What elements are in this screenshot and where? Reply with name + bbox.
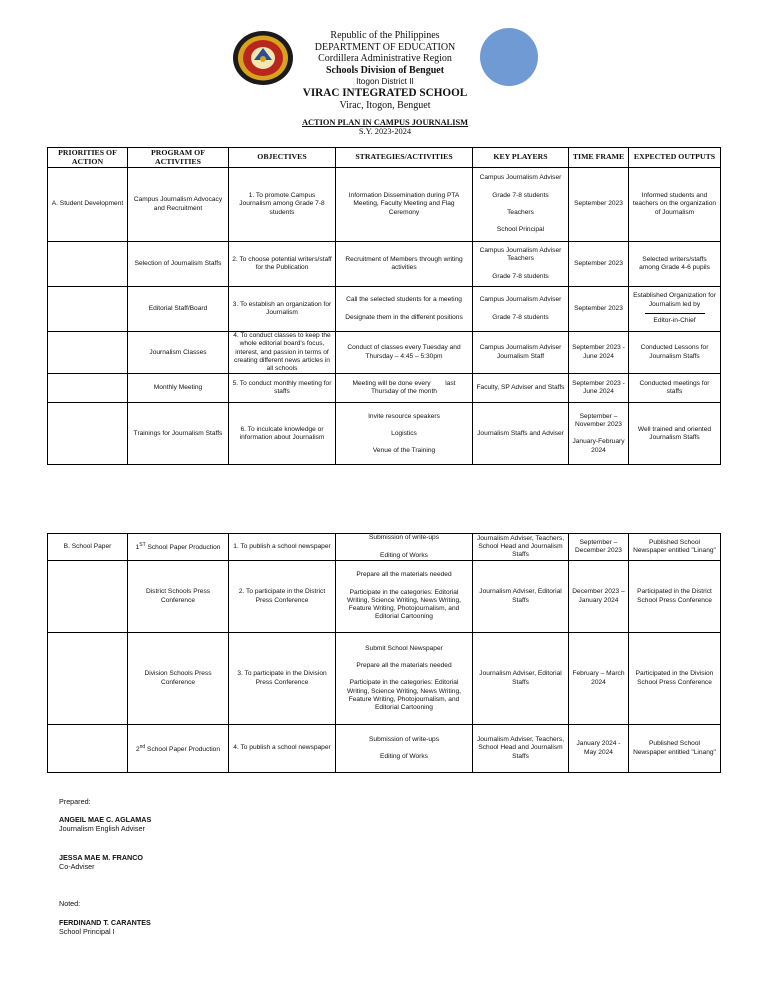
signatory-name: FERDINAND T. CARANTES <box>59 918 151 927</box>
output-cell: Published School Newspaper entitled "Linang" <box>629 725 721 773</box>
time-cell: December 2023 – January 2024 <box>569 561 629 633</box>
strategy-cell: Call the selected students for a meeting Designate them in the different positions <box>336 287 473 332</box>
objective-cell: 1. To publish a school newspaper <box>229 534 336 561</box>
priority-cell <box>48 332 128 374</box>
objective-cell: 4. To conduct classes to keep the whole editorial board's focus, interest, and passion in terms of creating different news articles in all schools <box>229 332 336 374</box>
letterhead <box>260 30 510 111</box>
col-header: PRIORITIES OF ACTION <box>48 148 128 168</box>
objective-cell: 5. To conduct monthly meeting for staffs <box>229 374 336 403</box>
players-cell: Journalism Adviser, Editorial Staffs <box>473 561 569 633</box>
players-cell: Faculty, SP Adviser and Staffs <box>473 374 569 403</box>
signatory-role: Co-Adviser <box>59 862 95 871</box>
players-cell: Campus Journalism Adviser Teachers Grade 7-8 students <box>473 242 569 287</box>
prepared-label: Prepared: <box>59 797 91 806</box>
objective-cell: 1. To promote Campus Journalism among Grade 7-8 students <box>229 168 336 242</box>
program-cell: Division Schools Press Conference <box>128 633 229 725</box>
program-cell: 2nd School Paper Production <box>128 725 229 773</box>
time-cell: September – November 2023 January-February 2024 <box>569 403 629 465</box>
strategy-cell: Submission of write-ups Editing of Works <box>336 534 473 561</box>
program-cell: 1ST School Paper Production <box>128 534 229 561</box>
output-cell: Published School Newspaper entitled "Linang" <box>629 534 721 561</box>
priority-cell <box>48 403 128 465</box>
players-cell: Journalism Adviser, Teachers, School Head and Journalism Staffs <box>473 534 569 561</box>
signatory-role: Journalism English Adviser <box>59 824 145 833</box>
header-republic: Republic of the Philippines <box>330 30 440 41</box>
time-cell: September 2023 - June 2024 <box>569 332 629 374</box>
objective-cell: 3. To establish an organization for Journalism <box>229 287 336 332</box>
table-row <box>48 242 721 287</box>
col-header: EXPECTED OUTPUTS <box>629 148 721 168</box>
table-row <box>48 534 721 561</box>
players-cell: Campus Journalism Adviser Grade 7-8 students Teachers School Principal <box>473 168 569 242</box>
strategy-cell: Recruitment of Members through writing activities <box>336 242 473 287</box>
strategy-cell: Conduct of classes every Tuesday and Thursday – 4:45 – 5:30pm <box>336 332 473 374</box>
document-title: ACTION PLAN IN CAMPUS JOURNALISM <box>301 118 469 127</box>
time-cell: September 2023 <box>569 287 629 332</box>
action-plan-table-a <box>47 147 721 465</box>
header-district: Itogon District II <box>356 76 414 87</box>
header-address: Virac, Itogon, Benguet <box>339 99 431 111</box>
program-cell: Campus Journalism Advocacy and Recruitment <box>128 168 229 242</box>
time-cell: September 2023 <box>569 242 629 287</box>
signatory-block <box>59 853 143 871</box>
table-row <box>48 633 721 725</box>
time-cell: September – December 2023 <box>569 534 629 561</box>
strategy-cell: Meeting will be done every last Thursday of the month <box>336 374 473 403</box>
table-row <box>48 287 721 332</box>
objective-cell: 3. To participate in the Division Press Conference <box>229 633 336 725</box>
signature-blank-line <box>645 312 705 314</box>
header-region: Cordillera Administrative Region <box>318 53 452 65</box>
table-row <box>48 168 721 242</box>
strategy-cell: Submission of write-ups Editing of Works <box>336 725 473 773</box>
players-cell: Journalism Adviser, Editorial Staffs <box>473 633 569 725</box>
table-header-row <box>48 148 721 168</box>
output-cell: Informed students and teachers on the organization of Journalism <box>629 168 721 242</box>
priority-cell <box>48 561 128 633</box>
program-cell: District Schools Press Conference <box>128 561 229 633</box>
col-header: TIME FRAME <box>569 148 629 168</box>
strategy-cell: Invite resource speakers Logistics Venue of the Training <box>336 403 473 465</box>
objective-cell: 4. To publish a school newspaper <box>229 725 336 773</box>
table-row <box>48 332 721 374</box>
output-cell: Selected writers/staffs among Grade 4-6 pupils <box>629 242 721 287</box>
time-cell: September 2023 <box>569 168 629 242</box>
col-header: KEY PLAYERS <box>473 148 569 168</box>
signatory-block <box>59 815 151 833</box>
signatory-name: JESSA MAE M. FRANCO <box>59 853 143 862</box>
time-cell: January 2024 - May 2024 <box>569 725 629 773</box>
players-cell: Campus Journalism Adviser Grade 7-8 students <box>473 287 569 332</box>
output-cell: Participated in the District School Press Conference <box>629 561 721 633</box>
strategy-cell: Prepare all the materials needed Participate in the categories: Editorial Writing, Science Writing, News Writing, Feature Writing, Photojournalism, and Editorial Cartooning <box>336 561 473 633</box>
output-cell: Well trained and oriented Journalism Staffs <box>629 403 721 465</box>
program-cell: Editorial Staff/Board <box>128 287 229 332</box>
action-plan-table-b <box>47 533 721 773</box>
priority-cell: A. Student Development <box>48 168 128 242</box>
time-cell: September 2023 - June 2024 <box>569 374 629 403</box>
strategy-cell: Information Dissemination during PTA Meeting, Faculty Meeting and Flag Ceremony <box>336 168 473 242</box>
priority-cell <box>48 374 128 403</box>
priority-cell: B. School Paper <box>48 534 128 561</box>
header-school: VIRAC INTEGRATED SCHOOL <box>302 86 468 99</box>
signatory-block <box>59 918 151 936</box>
col-header: PROGRAM OF ACTIVITIES <box>128 148 229 168</box>
objective-cell: 6. To inculcate knowledge or information about Journalism <box>229 403 336 465</box>
objective-cell: 2. To choose potential writers/staff for the Publication <box>229 242 336 287</box>
priority-cell <box>48 633 128 725</box>
output-cell: Established Organization for Journalism led by Editor-in-Chief <box>629 287 721 332</box>
program-cell: Trainings for Journalism Staffs <box>128 403 229 465</box>
priority-cell <box>48 242 128 287</box>
program-cell: Selection of Journalism Staffs <box>128 242 229 287</box>
players-cell: Journalism Staffs and Adviser <box>473 403 569 465</box>
program-cell: Journalism Classes <box>128 332 229 374</box>
output-cell: Conducted Lessons for Journalism Staffs <box>629 332 721 374</box>
players-cell: Campus Journalism Adviser Journalism Staff <box>473 332 569 374</box>
strategy-cell: Submit School Newspaper Prepare all the materials needed Participate in the categories: Editorial Writing, Science Writing, News Writing, Feature Writing, Photojournalism, and Editorial Cartooning <box>336 633 473 725</box>
table-row <box>48 374 721 403</box>
signatory-name: ANGEIL MAE C. AGLAMAS <box>59 815 152 824</box>
output-cell: Conducted meetings for staffs <box>629 374 721 403</box>
noted-label: Noted: <box>59 899 81 908</box>
objective-cell: 2. To participate in the District Press Conference <box>229 561 336 633</box>
table-row <box>48 403 721 465</box>
time-cell: February – March 2024 <box>569 633 629 725</box>
priority-cell <box>48 287 128 332</box>
priority-cell <box>48 725 128 773</box>
program-cell: Monthly Meeting <box>128 374 229 403</box>
players-cell: Journalism Adviser, Teachers, School Head and Journalism Staffs <box>473 725 569 773</box>
table-row <box>48 561 721 633</box>
school-year: S.Y. 2023-2024 <box>358 127 412 136</box>
signatory-role: School Principal I <box>59 927 115 936</box>
col-header: STRATEGIES/ACTIVITIES <box>336 148 473 168</box>
table-row <box>48 725 721 773</box>
output-cell: Participated in the Division School Press Conference <box>629 633 721 725</box>
header-division: Schools Division of Benguet <box>325 64 445 76</box>
header-deped: DEPARTMENT OF EDUCATION <box>314 41 456 53</box>
col-header: OBJECTIVES <box>229 148 336 168</box>
